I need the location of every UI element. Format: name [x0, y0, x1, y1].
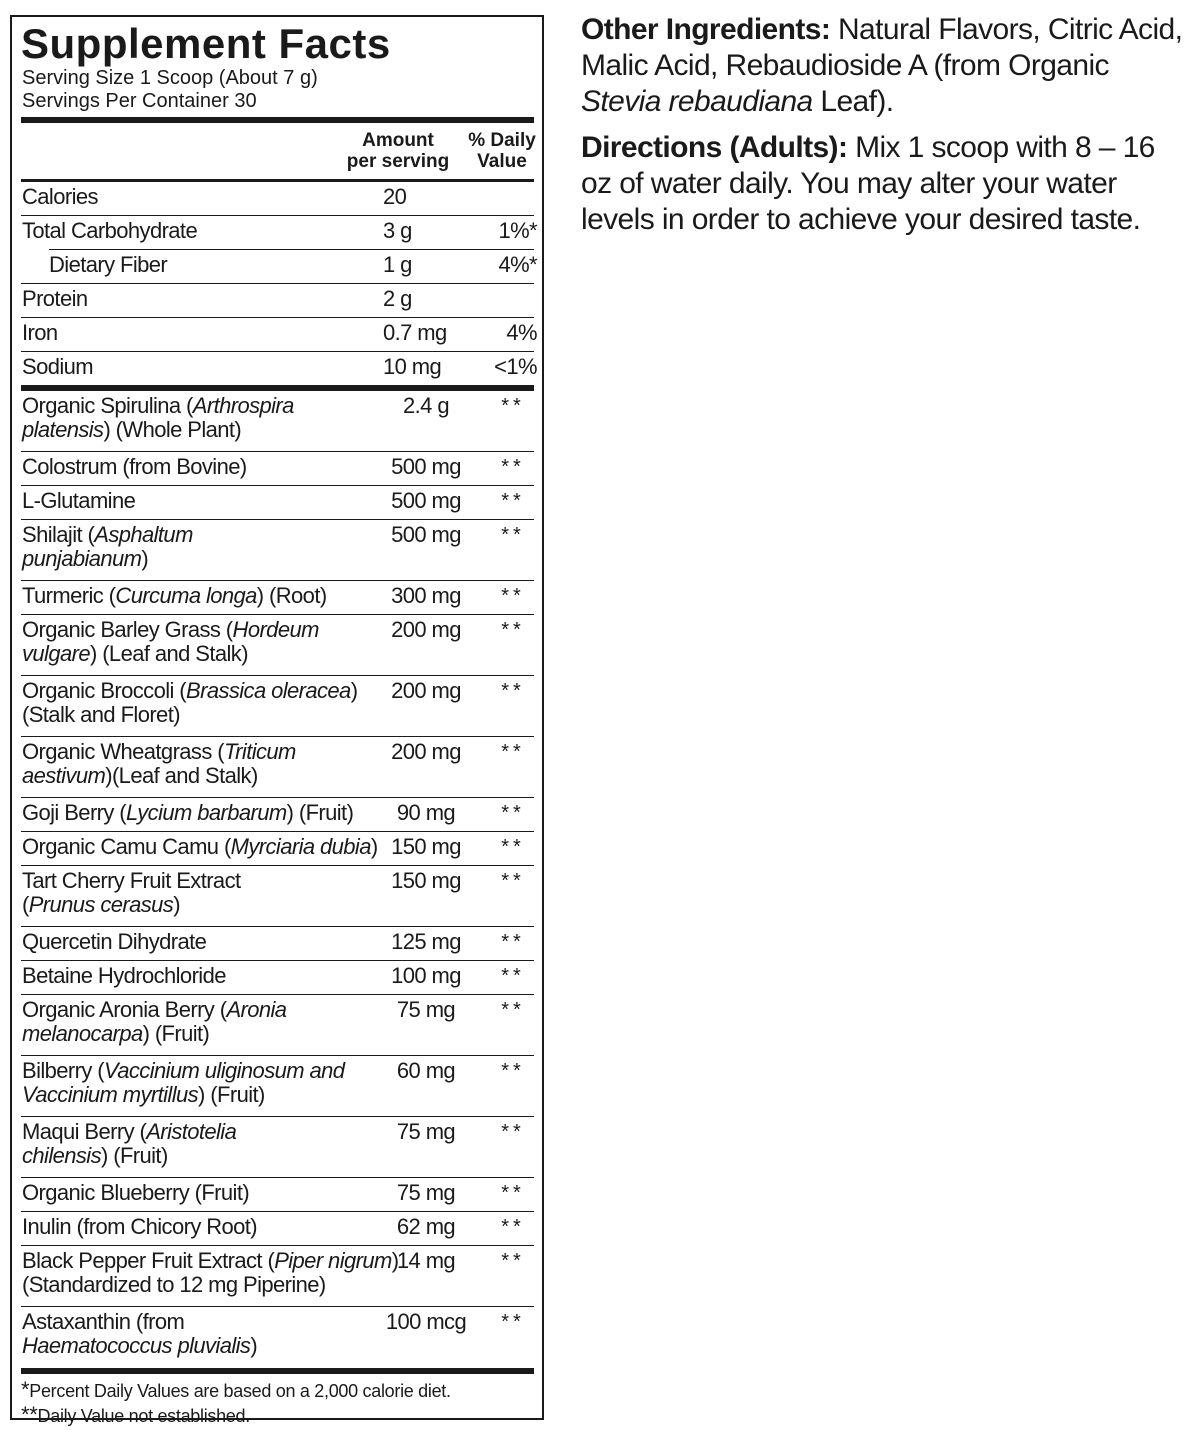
ingredient-name-text: )	[141, 546, 149, 571]
ingredient-daily-value: **	[501, 1121, 525, 1143]
ingredient-amount: 200 mg	[391, 678, 461, 703]
ingredient-name-line-1	[22, 834, 378, 859]
ingredient-name-text: )	[250, 1333, 258, 1358]
directions-text: Mix 1 scoop with 8 – 16 oz of water daily. You may alter your water levels in order to achieve your desired taste.	[581, 131, 1155, 236]
ingredient-name-line-1	[22, 394, 372, 418]
ingredient-daily-value: **	[501, 1216, 525, 1238]
ingredient-name	[22, 740, 372, 788]
other-ingredients-text-a: Natural Flavors, Citric Acid, Malic Acid, Rebaudioside A (from Organic	[581, 13, 1183, 82]
ingredient-name	[22, 1059, 372, 1107]
ingredient-name-text: Organic Aronia Berry (	[22, 997, 227, 1022]
ingredient-name-text: ) (Fruit)	[286, 800, 354, 825]
ingredient-name	[22, 489, 372, 513]
footnote-text: Daily Value not established.	[37, 1406, 250, 1426]
ingredient-latin-name: Vaccinium myrtillus	[22, 1082, 199, 1107]
ingredient-daily-value: **	[501, 619, 525, 641]
nutrient-daily-value: <1%	[494, 354, 537, 379]
ingredient-name	[22, 801, 372, 825]
ingredient-amount: 60 mg	[396, 1058, 456, 1083]
ingredient-name-line-1	[22, 930, 372, 954]
ingredient-amount: 500 mg	[391, 522, 461, 547]
ingredient-row	[21, 452, 534, 485]
amount-header-line-2: per serving	[346, 151, 450, 172]
ingredient-amount: 500 mg	[391, 454, 461, 479]
ingredient-latin-name: Aristotelia	[146, 1119, 237, 1144]
ingredient-name-line-2	[22, 547, 372, 571]
panel-title: Supplement Facts	[21, 20, 391, 67]
ingredient-name	[22, 964, 372, 988]
ingredient-name-line-2	[22, 703, 372, 727]
directions-label: Directions (Adults):	[581, 131, 848, 164]
ingredient-name-line-1	[22, 869, 372, 893]
ingredient-name-line-1	[22, 964, 372, 988]
ingredient-amount: 100 mcg	[385, 1309, 467, 1334]
ingredient-name-line-2	[22, 764, 372, 788]
ingredient-name-text: Tart Cherry Fruit Extract	[22, 868, 241, 893]
ingredient-name-text: (Stalk and Floret)	[22, 702, 180, 727]
ingredient-name-text: Organic Barley Grass (	[22, 617, 233, 642]
directions	[581, 130, 1191, 238]
ingredient-daily-value: **	[501, 490, 525, 512]
ingredient-name-line-1	[22, 740, 372, 764]
ingredient-name-line-1	[22, 1215, 372, 1239]
nutrient-amount: 1 g	[383, 252, 412, 277]
ingredient-latin-name: Haematococcus pluvialis	[22, 1333, 251, 1358]
ingredient-latin-name: Vaccinium uliginosum and	[104, 1058, 345, 1083]
nutrient-row	[21, 182, 534, 215]
ingredient-amount: 200 mg	[391, 617, 461, 642]
ingredient-latin-name: vulgare	[22, 641, 90, 666]
ingredient-name	[22, 679, 372, 727]
ingredient-name-text: Maqui Berry (	[22, 1119, 147, 1144]
nutrient-name: Calories	[22, 184, 98, 209]
ingredient-name	[22, 998, 372, 1046]
ingredient-amount: 300 mg	[391, 583, 461, 608]
ingredient-name	[22, 869, 372, 917]
ingredient-name-text: )	[370, 834, 378, 859]
ingredient-amount: 150 mg	[391, 834, 461, 859]
ingredient-name	[22, 1248, 399, 1297]
ingredient-daily-value: **	[501, 965, 525, 987]
ingredient-name-text: )	[350, 678, 358, 703]
serving-size: Serving Size 1 Scoop (About 7 g)	[22, 67, 318, 89]
ingredient-amount: 62 mg	[396, 1214, 456, 1239]
footnote	[21, 1403, 534, 1428]
ingredient-name-line-2	[22, 1273, 372, 1297]
ingredient-name-text: )	[391, 1248, 399, 1273]
ingredient-name-line-2	[22, 418, 372, 442]
ingredient-daily-value: **	[501, 395, 525, 417]
ingredient-name-line-1	[22, 679, 372, 703]
ingredient-daily-value: **	[501, 836, 525, 858]
nutrient-row	[21, 216, 537, 249]
ingredient-name-line-1	[22, 584, 372, 608]
ingredient-name-text: (	[22, 892, 29, 917]
ingredient-name	[22, 523, 372, 571]
ingredient-name-text: )	[173, 892, 180, 917]
ingredient-name-line-1	[22, 1120, 372, 1144]
ingredient-amount: 100 mg	[391, 963, 461, 988]
ingredient-amount: 75 mg	[396, 1119, 456, 1144]
ingredient-latin-name: Asphaltum	[94, 522, 193, 547]
ingredient-name-text: Organic Broccoli (	[22, 678, 187, 703]
ingredient-name-line-2	[22, 1144, 372, 1168]
nutrient-amount: 0.7 mg	[383, 320, 447, 345]
ingredient-latin-name: Aronia	[226, 997, 287, 1022]
ingredient-name-text: Bilberry (	[22, 1058, 105, 1083]
ingredient-row	[21, 486, 534, 519]
ingredient-name-text: Black Pepper Fruit Extract (	[22, 1248, 275, 1273]
ingredient-name-text: )(Leaf and Stalk)	[105, 763, 258, 788]
ingredient-amount: 75 mg	[396, 997, 456, 1022]
ingredient-name-text: (Standardized to 12 mg Piperine)	[22, 1272, 326, 1297]
ingredient-name-text: ) (Root)	[256, 583, 327, 608]
side-text	[581, 12, 1191, 248]
ingredient-name-text: Shilajit (	[22, 522, 95, 547]
ingredient-amount: 2.4 g	[403, 393, 449, 418]
ingredient-name-line-1	[22, 1310, 372, 1334]
ingredient-row	[21, 995, 534, 1055]
ingredient-name-text: Goji Berry (	[22, 800, 127, 825]
nutrient-name: Sodium	[22, 354, 93, 379]
ingredient-latin-name: Hordeum	[232, 617, 319, 642]
ingredient-row	[21, 1056, 534, 1116]
amount-header-line-1: Amount	[362, 130, 434, 151]
ingredient-amount: 125 mg	[391, 929, 461, 954]
nutrient-amount: 2 g	[383, 286, 412, 311]
ingredient-daily-value: **	[501, 999, 525, 1021]
ingredient-daily-value: **	[501, 931, 525, 953]
ingredient-amount: 200 mg	[391, 739, 461, 764]
ingredient-name	[22, 1181, 372, 1205]
ingredient-latin-name: platensis	[22, 417, 104, 442]
ingredient-name-text: Betaine Hydrochloride	[22, 963, 226, 988]
ingredient-name-text: Organic Blueberry (Fruit)	[22, 1180, 250, 1205]
ingredient-amount: 90 mg	[396, 800, 456, 825]
supplement-facts-inner	[21, 17, 537, 1427]
ingredient-latin-name: Piper nigrum	[274, 1248, 392, 1273]
ingredient-row	[21, 1117, 534, 1177]
ingredient-name-line-1	[22, 1248, 399, 1273]
ingredient-row	[21, 1178, 534, 1211]
ingredient-row	[21, 1212, 534, 1245]
ingredient-row	[21, 866, 534, 926]
ingredient-latin-name: punjabianum	[22, 546, 142, 571]
nutrient-row	[21, 318, 537, 351]
amount-header	[343, 130, 453, 172]
ingredient-daily-value: **	[501, 524, 525, 546]
ingredient-amount: 75 mg	[396, 1180, 456, 1205]
ingredient-latin-name: Arthrospira	[192, 393, 294, 418]
ingredient-name	[22, 618, 372, 666]
ingredient-name-text: ) (Fruit)	[142, 1021, 210, 1046]
nutrient-list	[21, 182, 537, 385]
ingredient-daily-value: **	[501, 741, 525, 763]
supplement-facts-panel	[10, 15, 544, 1427]
ingredient-daily-value: **	[501, 456, 525, 478]
ingredient-row	[21, 1307, 534, 1367]
ingredient-amount: 150 mg	[391, 868, 461, 893]
nutrient-amount: 3 g	[383, 218, 412, 243]
ingredient-daily-value: **	[501, 680, 525, 702]
footnote-text: Percent Daily Values are based on a 2,000 calorie diet.	[29, 1381, 451, 1401]
ingredient-name-text: Organic Spirulina (	[22, 393, 193, 418]
ingredient-latin-name: aestivum	[22, 763, 106, 788]
ingredient-name-line-1	[22, 523, 372, 547]
nutrient-daily-value: 1%*	[498, 218, 537, 243]
ingredient-name	[22, 1310, 372, 1358]
ingredient-name	[22, 584, 372, 608]
ingredient-name-text: L-Glutamine	[22, 488, 136, 513]
ingredient-latin-name: Brassica oleracea	[186, 678, 351, 703]
ingredient-name-line-1	[22, 801, 372, 825]
ingredient-name-text: Organic Camu Camu (	[22, 834, 231, 859]
ingredient-name	[22, 455, 372, 479]
nutrient-row	[21, 352, 537, 385]
nutrient-name: Iron	[22, 320, 58, 345]
ingredient-latin-name: Triticum	[223, 739, 296, 764]
ingredient-row	[21, 520, 534, 580]
ingredient-daily-value: **	[501, 1182, 525, 1204]
nutrient-amount: 10 mg	[383, 354, 442, 379]
ingredient-daily-value: **	[501, 870, 525, 892]
ingredient-name-line-2	[22, 1083, 372, 1107]
ingredient-latin-name: Curcuma longa	[115, 583, 257, 608]
ingredient-name-text: Colostrum (from Bovine)	[22, 454, 247, 479]
ingredient-daily-value: **	[501, 1060, 525, 1082]
ingredient-latin-name: Lycium barbarum	[126, 800, 287, 825]
ingredient-row	[21, 927, 534, 960]
nutrient-name: Dietary Fiber	[49, 252, 168, 277]
ingredient-row	[21, 676, 534, 736]
nutrient-name: Protein	[22, 286, 88, 311]
ingredient-name-line-1	[22, 455, 372, 479]
ingredient-row	[21, 615, 534, 675]
footnotes	[21, 1378, 534, 1428]
nutrient-name: Total Carbohydrate	[22, 218, 198, 243]
ingredient-latin-name: chilensis	[22, 1143, 101, 1168]
dv-header-line-1: % Daily	[468, 130, 536, 151]
ingredient-name-text: Quercetin Dihydrate	[22, 929, 207, 954]
ingredient-row	[21, 581, 534, 614]
ingredient-latin-name: Myrciaria dubia	[230, 834, 371, 859]
ingredient-amount: 500 mg	[391, 488, 461, 513]
ingredient-list	[21, 391, 534, 1367]
other-ingredients	[581, 12, 1191, 120]
column-header	[21, 123, 534, 179]
ingredient-daily-value: **	[501, 585, 525, 607]
ingredient-row	[21, 832, 534, 865]
ingredient-name-text: Inulin (from Chicory Root)	[22, 1214, 258, 1239]
ingredient-name	[22, 834, 378, 859]
ingredient-row	[21, 391, 534, 451]
daily-value-header	[457, 130, 547, 172]
ingredient-amount: 14 mg	[396, 1248, 456, 1273]
ingredient-row	[21, 737, 534, 797]
ingredient-daily-value: **	[501, 1250, 525, 1272]
ingredient-daily-value: **	[501, 802, 525, 824]
ingredient-name-line-2	[22, 893, 372, 917]
footnote-mark: *	[21, 1377, 30, 1402]
nutrient-row	[21, 284, 534, 317]
ingredient-name-text: ) (Fruit)	[198, 1082, 265, 1107]
ingredient-row	[21, 961, 534, 994]
thick-rule	[21, 1368, 534, 1374]
ingredient-row	[21, 798, 534, 831]
other-ingredients-text-b: Leaf).	[812, 85, 894, 118]
ingredient-latin-name: melanocarpa	[22, 1021, 143, 1046]
nutrient-daily-value: 4%*	[498, 252, 537, 277]
ingredient-name	[22, 1215, 372, 1239]
ingredient-daily-value: **	[501, 1311, 525, 1333]
ingredient-name-text: Astaxanthin (from	[22, 1309, 185, 1334]
other-ingredients-label: Other Ingredients:	[581, 13, 831, 46]
ingredient-name-line-1	[22, 998, 372, 1022]
ingredient-name-text: Organic Wheatgrass (	[22, 739, 224, 764]
ingredient-row	[21, 1246, 534, 1306]
nutrient-row	[21, 250, 537, 283]
servings-per-container: Servings Per Container 30	[22, 90, 257, 112]
other-ingredients-text-italic: Stevia rebaudiana	[581, 85, 813, 118]
ingredient-name-line-1	[22, 1059, 372, 1083]
ingredient-name-line-1	[22, 1181, 372, 1205]
ingredient-name-line-1	[22, 489, 372, 513]
nutrient-daily-value: 4%	[506, 320, 537, 345]
ingredient-name-text: ) (Leaf and Stalk)	[89, 641, 248, 666]
ingredient-name-line-2	[22, 1334, 372, 1358]
ingredient-name-text: Turmeric (	[22, 583, 116, 608]
ingredient-latin-name: Prunus cerasus	[28, 892, 174, 917]
ingredient-name-line-2	[22, 642, 372, 666]
footnote-mark: **	[21, 1402, 38, 1427]
ingredient-name	[22, 1120, 372, 1168]
ingredient-name	[22, 930, 372, 954]
ingredient-name	[22, 394, 372, 442]
ingredient-name-line-1	[22, 618, 372, 642]
ingredient-name-line-2	[22, 1022, 372, 1046]
ingredient-name-text: ) (Fruit)	[100, 1143, 168, 1168]
dv-header-line-2: Value	[477, 151, 527, 172]
ingredient-name-text: ) (Whole Plant)	[103, 417, 242, 442]
nutrient-amount: 20	[383, 184, 407, 209]
footnote	[21, 1378, 534, 1403]
